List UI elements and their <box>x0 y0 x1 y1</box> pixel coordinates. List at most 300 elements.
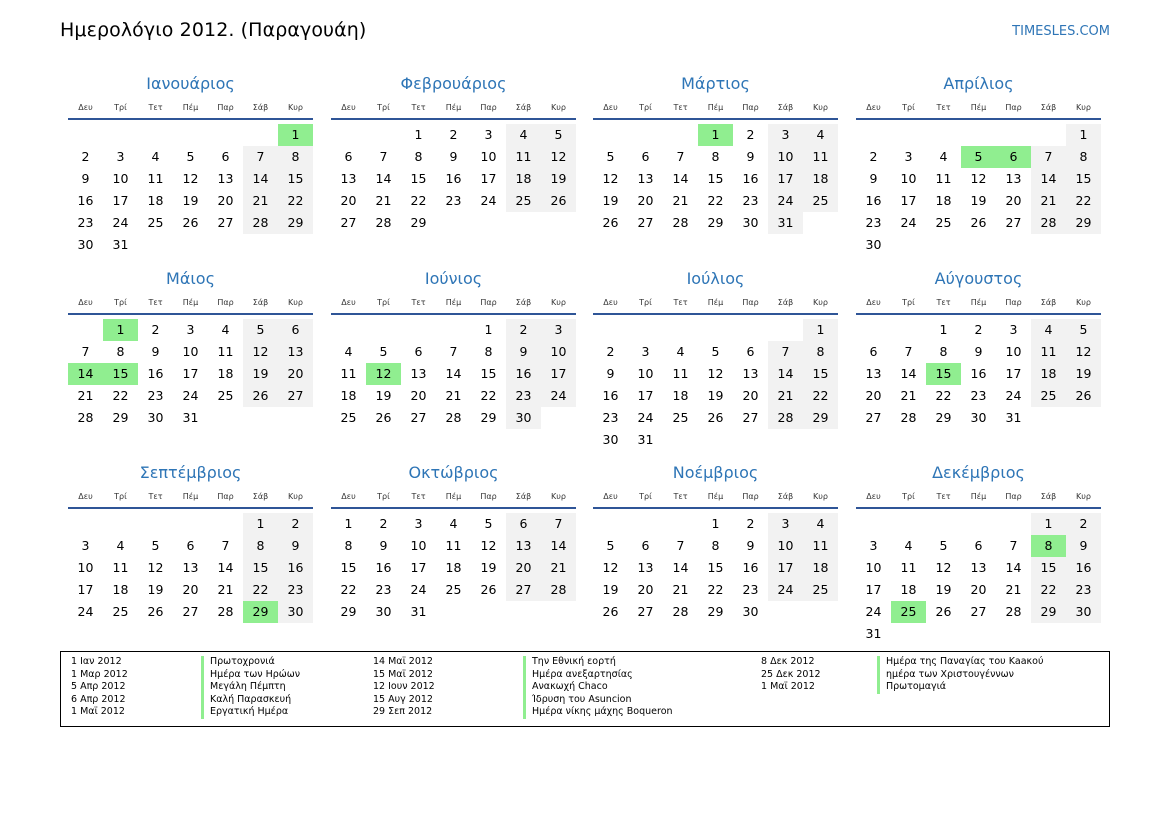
weekday-label: Πέμ <box>445 492 462 501</box>
day-cell: 27 <box>410 410 427 425</box>
day-cell: 8 <box>344 538 353 553</box>
day-cell: 23 <box>1066 579 1101 601</box>
day-cell: 25 <box>935 215 952 230</box>
day-cell: 9 <box>1066 535 1101 557</box>
day-cell: 17 <box>768 557 803 579</box>
day-cell: 1 <box>711 516 720 531</box>
holiday-names-column <box>523 656 673 719</box>
day-cell: 8 <box>414 149 423 164</box>
day-cell: 12 <box>480 538 497 553</box>
weekday-label: Κυρ <box>551 103 566 112</box>
holiday-dates-column <box>761 656 821 694</box>
day-cell: 10 <box>900 171 917 186</box>
day-cell: 21 <box>900 388 917 403</box>
day-cell: 24 <box>541 385 576 407</box>
weekday-label: Κυρ <box>288 492 303 501</box>
day-cell: 3 <box>484 127 493 142</box>
day-cell: 10 <box>77 560 94 575</box>
day-cell: 19 <box>480 560 497 575</box>
day-cell: 27 <box>970 604 987 619</box>
weekday-label: Πέμ <box>445 298 462 307</box>
day-cell: 4 <box>344 344 353 359</box>
day-cell: 28 <box>541 579 576 601</box>
page-title: Ημερολόγιο 2012. (Παραγουάη) <box>60 19 367 41</box>
day-cell: 4 <box>939 149 948 164</box>
day-cell: 10 <box>410 538 427 553</box>
site-link[interactable]: TIMESLES.COM <box>1012 24 1110 39</box>
day-cell: 14 <box>1031 168 1066 190</box>
day-cell: 26 <box>602 215 619 230</box>
day-cell: 1 <box>939 322 948 337</box>
day-cell: 5 <box>484 516 493 531</box>
day-cell: 2 <box>869 149 878 164</box>
day-cell: 15 <box>1031 557 1066 579</box>
day-cell: 6 <box>506 513 541 535</box>
weekday-label: Σάβ <box>515 492 532 501</box>
weekday-header <box>68 298 313 310</box>
day-cell: 17 <box>541 363 576 385</box>
day-cell: 27 <box>637 215 654 230</box>
day-cell: 14 <box>768 363 803 385</box>
holiday-day-cell: 5 <box>961 146 996 168</box>
day-cell: 27 <box>340 215 357 230</box>
weekday-label: Σάβ <box>515 103 532 112</box>
day-cell: 28 <box>672 215 689 230</box>
day-cell: 23 <box>445 193 462 208</box>
day-cell: 13 <box>970 560 987 575</box>
day-cell: 18 <box>340 388 357 403</box>
day-cell: 3 <box>541 319 576 341</box>
holiday-date: 8 Δεκ 2012 <box>761 656 815 667</box>
day-cell: 22 <box>410 193 427 208</box>
weekday-label: Πέμ <box>707 492 724 501</box>
weekday-label: Σάβ <box>1040 298 1057 307</box>
day-cell: 19 <box>602 193 619 208</box>
weekday-label: Τετ <box>673 298 688 307</box>
holiday-date: 1 Μαϊ 2012 <box>71 706 125 718</box>
day-cell: 3 <box>1009 322 1018 337</box>
weekday-label: Παρ <box>480 103 497 112</box>
holiday-date: 25 Δεκ 2012 <box>761 668 821 680</box>
day-cell: 23 <box>278 579 313 601</box>
day-cell: 22 <box>340 582 357 597</box>
day-cell: 26 <box>375 410 392 425</box>
day-cell: 27 <box>865 410 882 425</box>
day-cell: 31 <box>410 604 427 619</box>
day-cell: 19 <box>707 388 724 403</box>
day-cell: 18 <box>217 366 234 381</box>
weekday-label: Δευ <box>341 492 356 501</box>
day-cell: 25 <box>803 579 838 601</box>
day-cell: 22 <box>707 193 724 208</box>
day-cell: 5 <box>1066 319 1101 341</box>
day-cell: 26 <box>602 604 619 619</box>
day-cell: 12 <box>541 146 576 168</box>
day-cell: 27 <box>742 410 759 425</box>
day-cell: 27 <box>1005 215 1022 230</box>
day-cell: 4 <box>449 516 458 531</box>
month-name: Απρίλιος <box>943 74 1014 93</box>
day-cell: 8 <box>278 146 313 168</box>
holiday-day-cell: 1 <box>103 319 138 341</box>
day-cell: 13 <box>637 560 654 575</box>
day-cell: 25 <box>147 215 164 230</box>
day-cell: 4 <box>151 149 160 164</box>
day-cell: 12 <box>707 366 724 381</box>
day-cell: 22 <box>278 190 313 212</box>
day-cell: 13 <box>410 366 427 381</box>
holiday-date: 1 Ιαν 2012 <box>71 656 122 667</box>
weekday-label: Παρ <box>217 103 234 112</box>
day-cell: 29 <box>480 410 497 425</box>
day-cell: 29 <box>410 215 427 230</box>
day-cell: 20 <box>278 363 313 385</box>
day-cell: 31 <box>112 237 129 252</box>
weekday-label: Τετ <box>411 103 426 112</box>
day-cell: 19 <box>1066 363 1101 385</box>
day-cell: 9 <box>606 366 615 381</box>
day-cell: 30 <box>77 237 94 252</box>
day-cell: 2 <box>81 149 90 164</box>
holiday-day-cell: 29 <box>243 601 278 623</box>
header-divider <box>856 118 1101 120</box>
day-cell: 29 <box>112 410 129 425</box>
day-cell: 7 <box>81 344 90 359</box>
day-cell: 5 <box>606 149 615 164</box>
day-cell: 23 <box>77 215 94 230</box>
day-cell: 13 <box>340 171 357 186</box>
weekday-label: Πέμ <box>445 103 462 112</box>
day-cell: 2 <box>151 322 160 337</box>
day-cell: 6 <box>641 149 650 164</box>
weekday-label: Σάβ <box>252 492 269 501</box>
day-cell: 7 <box>676 538 685 553</box>
weekday-label: Σάβ <box>252 298 269 307</box>
day-cell: 6 <box>746 344 755 359</box>
day-cell: 30 <box>278 601 313 623</box>
weekday-label: Πέμ <box>970 103 987 112</box>
day-cell: 16 <box>602 388 619 403</box>
day-cell: 5 <box>243 319 278 341</box>
day-cell: 4 <box>116 538 125 553</box>
day-cell: 4 <box>221 322 230 337</box>
day-cell: 12 <box>602 171 619 186</box>
weekday-label: Σάβ <box>777 298 794 307</box>
day-cell: 19 <box>375 388 392 403</box>
holiday-date: 12 Ιουν 2012 <box>373 681 435 693</box>
day-cell: 30 <box>1066 601 1101 623</box>
day-cell: 13 <box>278 341 313 363</box>
header-divider <box>331 507 576 509</box>
month-name: Σεπτέμβριος <box>139 463 242 482</box>
weekday-label: Κυρ <box>1076 103 1091 112</box>
day-cell: 3 <box>904 149 913 164</box>
weekday-label: Παρ <box>742 492 759 501</box>
day-cell: 20 <box>182 582 199 597</box>
day-cell: 3 <box>116 149 125 164</box>
day-cell: 7 <box>541 513 576 535</box>
holiday-name: Ημέρα νίκης μάχης Boqueron <box>523 706 673 719</box>
day-cell: 20 <box>637 193 654 208</box>
weekday-label: Πέμ <box>707 298 724 307</box>
day-cell: 1 <box>414 127 423 142</box>
day-cell: 10 <box>768 146 803 168</box>
day-cell: 20 <box>506 557 541 579</box>
day-cell: 31 <box>865 626 882 641</box>
weekday-label: Παρ <box>1005 103 1022 112</box>
day-cell: 8 <box>711 538 720 553</box>
day-cell: 11 <box>112 560 129 575</box>
day-cell: 7 <box>904 344 913 359</box>
header-divider <box>593 507 838 509</box>
day-cell: 12 <box>970 171 987 186</box>
day-cell: 12 <box>243 341 278 363</box>
day-cell: 2 <box>506 319 541 341</box>
day-cell: 16 <box>445 171 462 186</box>
day-cell: 23 <box>602 410 619 425</box>
day-cell: 13 <box>1005 171 1022 186</box>
day-cell: 28 <box>77 410 94 425</box>
weekday-label: Σάβ <box>777 492 794 501</box>
weekday-label: Παρ <box>480 298 497 307</box>
weekday-label: Κυρ <box>551 492 566 501</box>
weekday-label: Κυρ <box>288 298 303 307</box>
day-cell: 15 <box>243 557 278 579</box>
weekday-label: Δευ <box>866 298 881 307</box>
holiday-name: Ανακωχή Chaco <box>523 681 673 694</box>
weekday-header <box>331 492 576 504</box>
day-cell: 29 <box>707 215 724 230</box>
day-cell: 17 <box>900 193 917 208</box>
day-cell: 24 <box>637 410 654 425</box>
day-cell: 28 <box>217 604 234 619</box>
day-cell: 3 <box>414 516 423 531</box>
day-cell: 5 <box>151 538 160 553</box>
day-cell: 3 <box>641 344 650 359</box>
day-cell: 18 <box>147 193 164 208</box>
day-cell: 2 <box>379 516 388 531</box>
holiday-name: Πρωτοχρονιά <box>201 656 300 669</box>
weekday-label: Τετ <box>936 492 951 501</box>
day-cell: 11 <box>1031 341 1066 363</box>
day-cell: 20 <box>742 388 759 403</box>
day-cell: 12 <box>1066 341 1101 363</box>
day-cell: 14 <box>541 535 576 557</box>
day-cell: 10 <box>865 560 882 575</box>
header-divider <box>68 507 313 509</box>
weekday-label: Τρί <box>639 298 652 307</box>
header-divider <box>68 313 313 315</box>
day-cell: 17 <box>480 171 497 186</box>
day-cell: 4 <box>506 124 541 146</box>
day-cell: 23 <box>742 193 759 208</box>
day-cell: 19 <box>541 168 576 190</box>
day-cell: 21 <box>1031 190 1066 212</box>
day-cell: 17 <box>865 582 882 597</box>
day-cell: 29 <box>1031 601 1066 623</box>
day-cell: 11 <box>445 538 462 553</box>
weekday-label: Σάβ <box>252 103 269 112</box>
day-cell: 26 <box>541 190 576 212</box>
weekday-header <box>593 492 838 504</box>
day-cell: 26 <box>147 604 164 619</box>
day-cell: 14 <box>672 171 689 186</box>
weekday-label: Κυρ <box>551 298 566 307</box>
day-cell: 2 <box>974 322 983 337</box>
day-cell: 22 <box>243 579 278 601</box>
weekday-label: Τετ <box>936 103 951 112</box>
day-cell: 18 <box>112 582 129 597</box>
day-cell: 25 <box>445 582 462 597</box>
day-cell: 13 <box>637 171 654 186</box>
day-cell: 17 <box>112 193 129 208</box>
holiday-date: 29 Σεπ 2012 <box>373 706 433 718</box>
header-divider <box>856 313 1101 315</box>
day-cell: 15 <box>707 171 724 186</box>
weekday-label: Τετ <box>936 298 951 307</box>
day-cell: 24 <box>182 388 199 403</box>
day-cell: 20 <box>865 388 882 403</box>
day-cell: 25 <box>1031 385 1066 407</box>
day-cell: 6 <box>344 149 353 164</box>
day-cell: 6 <box>278 319 313 341</box>
weekday-label: Κυρ <box>1076 298 1091 307</box>
holiday-day-cell: 15 <box>103 363 138 385</box>
day-cell: 9 <box>746 538 755 553</box>
day-cell: 2 <box>1066 513 1101 535</box>
day-cell: 3 <box>768 124 803 146</box>
day-cell: 3 <box>186 322 195 337</box>
weekday-header <box>856 492 1101 504</box>
day-cell: 24 <box>77 604 94 619</box>
month-name: Ιούλιος <box>686 269 745 288</box>
day-cell: 21 <box>217 582 234 597</box>
day-cell: 4 <box>803 513 838 535</box>
day-cell: 9 <box>151 344 160 359</box>
day-cell: 31 <box>182 410 199 425</box>
holiday-name: Μεγάλη Πέμπτη <box>201 681 300 694</box>
day-cell: 11 <box>672 366 689 381</box>
day-cell: 26 <box>243 385 278 407</box>
day-cell: 26 <box>182 215 199 230</box>
day-cell: 7 <box>768 341 803 363</box>
day-cell: 22 <box>707 582 724 597</box>
weekday-label: Παρ <box>742 298 759 307</box>
day-cell: 21 <box>77 388 94 403</box>
holiday-date: 1 Μαϊ 2012 <box>761 681 815 693</box>
day-cell: 30 <box>506 407 541 429</box>
day-cell: 21 <box>672 193 689 208</box>
day-cell: 20 <box>970 582 987 597</box>
day-cell: 30 <box>147 410 164 425</box>
day-cell: 16 <box>742 560 759 575</box>
weekday-label: Δευ <box>866 103 881 112</box>
weekday-label: Τρί <box>902 103 915 112</box>
month-name: Ιανουάριος <box>146 74 235 93</box>
day-cell: 5 <box>606 538 615 553</box>
day-cell: 15 <box>278 168 313 190</box>
day-cell: 8 <box>1066 146 1101 168</box>
day-cell: 1 <box>803 319 838 341</box>
day-cell: 11 <box>340 366 357 381</box>
day-cell: 10 <box>637 366 654 381</box>
day-cell: 4 <box>676 344 685 359</box>
day-cell: 28 <box>1005 604 1022 619</box>
day-cell: 9 <box>869 171 878 186</box>
day-cell: 10 <box>112 171 129 186</box>
day-cell: 4 <box>904 538 913 553</box>
header-divider <box>331 313 576 315</box>
day-cell: 21 <box>375 193 392 208</box>
holiday-name: ημέρα των Χριστουγέννων <box>877 669 1043 682</box>
holiday-name: Καλή Παρασκευή <box>201 694 300 707</box>
day-cell: 16 <box>742 171 759 186</box>
day-cell: 4 <box>803 124 838 146</box>
day-cell: 11 <box>803 146 838 168</box>
day-cell: 10 <box>480 149 497 164</box>
holiday-date: 5 Απρ 2012 <box>71 681 126 693</box>
day-cell: 3 <box>869 538 878 553</box>
day-cell: 8 <box>711 149 720 164</box>
holiday-legend <box>60 651 1110 727</box>
day-cell: 30 <box>375 604 392 619</box>
day-cell: 18 <box>445 560 462 575</box>
day-cell: 31 <box>768 212 803 234</box>
holiday-name: Ημέρα της Παναγίας του Κaaκού <box>877 656 1043 669</box>
holiday-day-cell: 8 <box>1031 535 1066 557</box>
weekday-label: Παρ <box>742 103 759 112</box>
holiday-name: Ημέρα των Ηρώων <box>201 669 300 682</box>
day-cell: 3 <box>81 538 90 553</box>
day-cell: 20 <box>217 193 234 208</box>
day-cell: 1 <box>1031 513 1066 535</box>
day-cell: 7 <box>243 146 278 168</box>
day-cell: 13 <box>506 535 541 557</box>
weekday-label: Πέμ <box>182 103 199 112</box>
day-cell: 18 <box>803 557 838 579</box>
day-cell: 3 <box>768 513 803 535</box>
weekday-label: Κυρ <box>1076 492 1091 501</box>
day-cell: 4 <box>1031 319 1066 341</box>
month-name: Δεκέμβριος <box>932 463 1025 482</box>
day-cell: 1 <box>1066 124 1101 146</box>
month-name: Οκτώβριος <box>408 463 499 482</box>
holiday-date: 15 Μαϊ 2012 <box>373 668 433 680</box>
weekday-label: Σάβ <box>1040 103 1057 112</box>
day-cell: 9 <box>81 171 90 186</box>
weekday-label: Παρ <box>217 298 234 307</box>
day-cell: 29 <box>340 604 357 619</box>
weekday-label: Τρί <box>114 492 127 501</box>
day-cell: 24 <box>410 582 427 597</box>
header-divider <box>593 118 838 120</box>
weekday-label: Πέμ <box>707 103 724 112</box>
day-cell: 21 <box>445 388 462 403</box>
weekday-label: Πέμ <box>182 492 199 501</box>
month-name: Μάιος <box>166 269 215 288</box>
day-cell: 23 <box>865 215 882 230</box>
day-cell: 15 <box>803 363 838 385</box>
day-cell: 22 <box>1031 579 1066 601</box>
weekday-label: Κυρ <box>288 103 303 112</box>
day-cell: 8 <box>939 344 948 359</box>
day-cell: 6 <box>869 344 878 359</box>
day-cell: 18 <box>935 193 952 208</box>
day-cell: 29 <box>935 410 952 425</box>
day-cell: 5 <box>541 124 576 146</box>
day-cell: 6 <box>186 538 195 553</box>
day-cell: 16 <box>147 366 164 381</box>
